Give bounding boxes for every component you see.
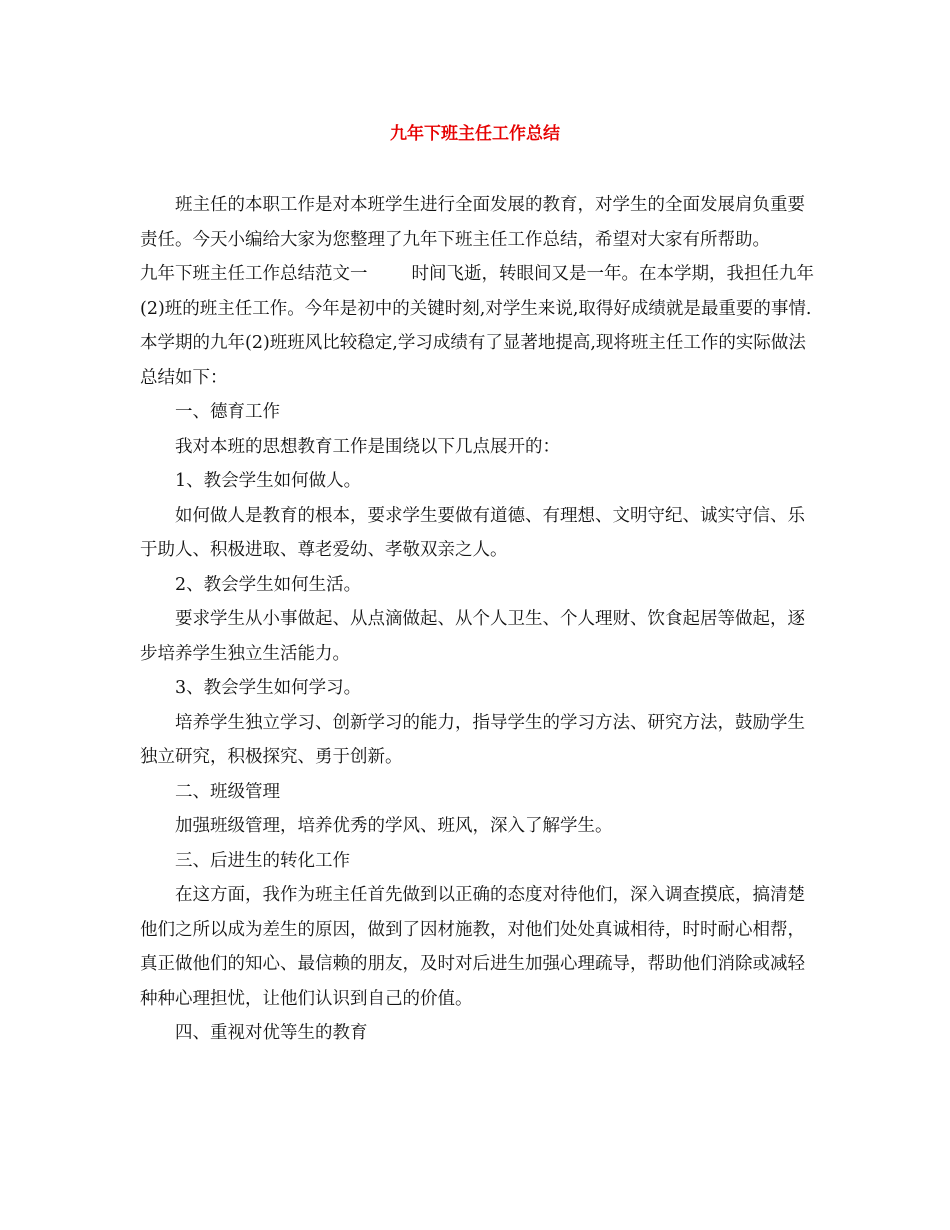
struggling-students-text: 在这方面，我作为班主任首先做到以正确的态度对待他们，深入调查摸底，搞清楚他们之所以成为差生的原因，做到了因材施教，对他们处处真诚相待，时时耐心相帮，真正做他们的知心、最信赖的朋友，及时对后进生加强心理疏导，帮助他们消除或减轻种种心理担忧，让他们认识到自己的价值。 <box>140 885 805 1009</box>
document-body <box>140 188 820 1051</box>
point-heading-2: 2、教会学生如何生活。 <box>175 574 362 595</box>
section-heading-struggling-students: 三、后进生的转化工作 <box>175 850 350 871</box>
section-heading-class-management: 二、班级管理 <box>175 781 280 802</box>
moral-intro: 我对本班的思想教育工作是围绕以下几点展开的： <box>175 436 560 457</box>
intro-paragraph: 班主任的本职工作是对本班学生进行全面发展的教育，对学生的全面发展肩负重要责任。今天小编给大家为您整理了九年下班主任工作总结，希望对大家有所帮助。 <box>140 195 805 250</box>
document-title: 九年下班主任工作总结 <box>390 124 560 144</box>
point-heading-1: 1、教会学生如何做人。 <box>175 471 362 491</box>
point-text-1: 如何做人是教育的根本，要求学生要做有道德、有理想、文明守纪、诚实守信、乐于助人、积极进取、尊老爱幼、孝敬双亲之人。 <box>140 505 805 560</box>
section-heading-top-students: 四、重视对优等生的教育 <box>175 1023 368 1043</box>
point-heading-3: 3、教会学生如何学习。 <box>175 678 362 698</box>
class-management-text: 加强班级管理，培养优秀的学风、班风，深入了解学生。 <box>175 816 613 836</box>
section-heading-moral: 一、德育工作 <box>175 402 280 422</box>
sample-heading: 九年下班主任工作总结范文一 <box>140 264 368 284</box>
sample-paragraph <box>140 257 820 395</box>
point-text-2: 要求学生从小事做起、从点滴做起、从个人卫生、个人理财、饮食起居等做起，逐步培养学生独立生活能力。 <box>140 609 805 664</box>
point-text-3: 培养学生独立学习、创新学习的能力，指导学生的学习方法、研究方法，鼓励学生独立研究，积极探究、勇于创新。 <box>140 712 805 767</box>
sample-intro: 时间飞逝，转眼间又是一年。在本学期，我担任九年(2)班的班主任工作。今年是初中的关键时刻,对学生来说,取得好成绩就是最重要的事情.本学期的九年(2)班班风比较稳定,学习成绩有了显著地提高,现将班主任工作的实际做法总结如下： <box>140 264 814 388</box>
